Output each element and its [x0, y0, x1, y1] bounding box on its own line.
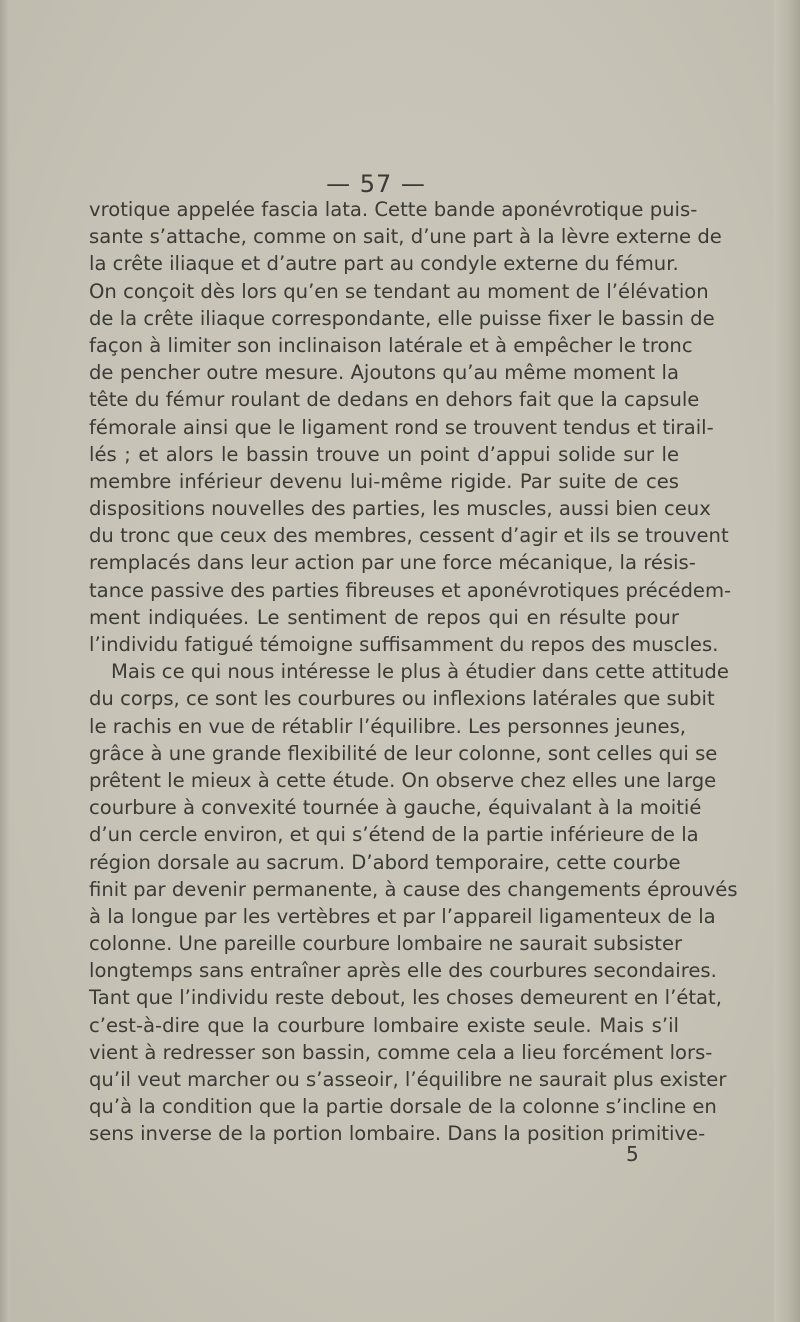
page-edge-shadow	[774, 0, 800, 1322]
text-line: ment indiquées. Le sentiment de repos qui en résulte pour	[89, 605, 679, 629]
text-line: de pencher outre mesure. Ajoutons qu’au même moment la	[89, 361, 679, 385]
text-line: le rachis en vue de rétablir l’équilibre. Les personnes jeunes,	[89, 714, 687, 738]
page-gutter-shadow	[0, 0, 10, 1322]
printer-signature-mark: 5	[626, 1142, 639, 1166]
text-line: vrotique appelée fascia lata. Cette bande aponévrotique puis-	[89, 198, 698, 221]
text-line: On conçoit dès lors qu’en se tendant au moment de l’élévation	[89, 279, 709, 303]
text-line: à la longue par les vertèbres et par l’appareil ligamenteux de la	[89, 904, 716, 928]
body-text	[89, 196, 738, 1148]
text-line: tête du fémur roulant de dedans en dehors fait que la capsule	[89, 388, 700, 412]
paragraph-first-line: Mais ce qui nous intéresse le plus à étudier dans cette attitude	[111, 660, 729, 684]
text-line: vient à redresser son bassin, comme cela a lieu forcément lors-	[89, 1040, 713, 1064]
text-line: d’un cercle environ, et qui s’étend de la partie inférieure de la	[89, 823, 699, 847]
text-line: qu’il veut marcher ou s’asseoir, l’équilibre ne saurait plus exister	[89, 1068, 727, 1091]
text-line: l’individu fatigué témoigne suffisamment du repos des muscles.	[89, 633, 719, 656]
text-line: grâce à une grande flexibilité de leur colonne, sont celles qui se	[89, 741, 718, 765]
text-line: Tant que l’individu reste debout, les choses demeurent en l’état,	[89, 986, 722, 1010]
text-line: membre inférieur devenu lui-même rigide. Par suite de ces	[89, 469, 679, 493]
text-line: colonne. Une pareille courbure lombaire ne saurait subsister	[89, 932, 683, 956]
text-line: façon à limiter son inclinaison latérale et à empêcher le tronc	[89, 333, 693, 357]
text-line: sante s’attache, comme on sait, d’une part à la lèvre externe de	[89, 225, 722, 249]
text-line: prêtent le mieux à cette étude. On observe chez elles une large	[89, 768, 717, 792]
text-line: courbure à convexité tournée à gauche, équivalant à la moitié	[89, 796, 702, 820]
text-line: la crête iliaque et d’autre part au condyle externe du fémur.	[89, 252, 679, 276]
text-line: c’est-à-dire que la courbure lombaire existe seule. Mais s’il	[89, 1013, 679, 1037]
text-line: tance passive des parties fibreuses et aponévrotiques précédem-	[89, 578, 732, 602]
text-line: lés ; et alors le bassin trouve un point d’appui solide sur le	[89, 442, 679, 466]
text-line: fémorale ainsi que le ligament rond se trouvent tendus et tirail-	[89, 415, 714, 439]
text-line: de la crête iliaque correspondante, elle puisse fixer le bassin de	[89, 306, 715, 330]
text-line: sens inverse de la portion lombaire. Dans la position primitive-	[89, 1122, 706, 1146]
text-line: du corps, ce sont les courbures ou inflexions latérales que subit	[89, 687, 715, 711]
text-line: longtemps sans entraîner après elle des courbures secondaires.	[89, 959, 717, 983]
text-line: finit par devenir permanente, à cause des changements éprouvés	[89, 877, 738, 901]
page-number-header: — 57 —	[326, 170, 426, 198]
text-line: remplacés dans leur action par une force mécanique, la résis-	[89, 551, 696, 575]
text-line: dispositions nouvelles des parties, les muscles, aussi bien ceux	[89, 497, 711, 521]
text-line: du tronc que ceux des membres, cessent d’agir et ils se trouvent	[89, 524, 729, 548]
text-line: qu’à la condition que la partie dorsale de la colonne s’incline en	[89, 1095, 717, 1119]
text-line: région dorsale au sacrum. D’abord temporaire, cette courbe	[89, 850, 681, 874]
